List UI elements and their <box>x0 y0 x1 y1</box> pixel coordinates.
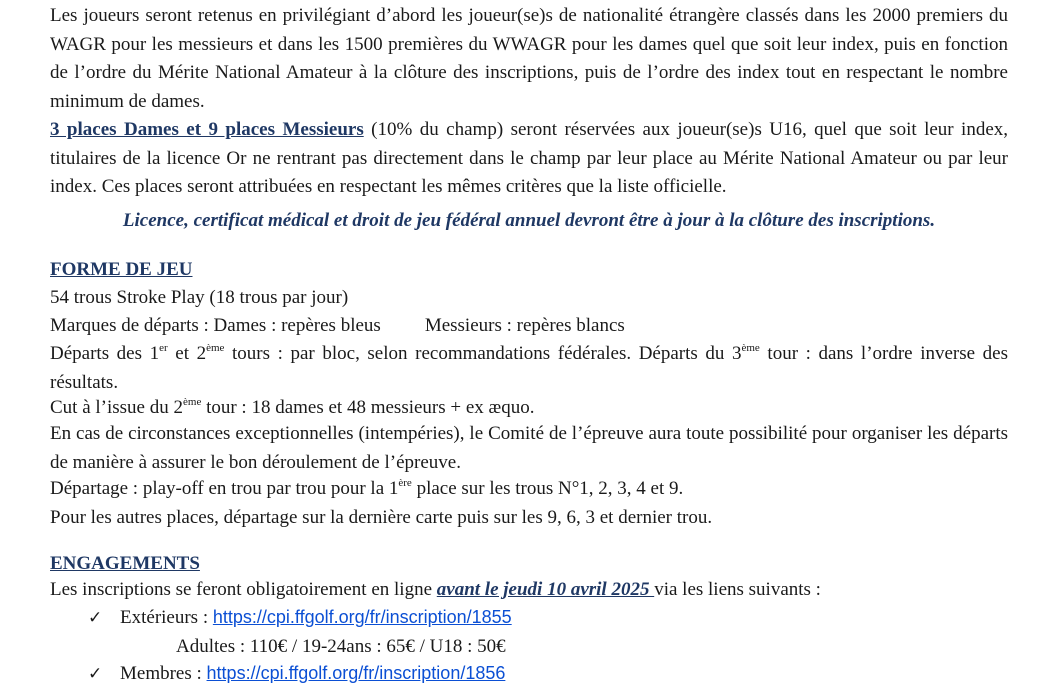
registration-notice: Licence, certificat médical et droit de jeu fédéral annuel devront être à jour à la clôture des inscriptions. <box>122 210 936 231</box>
member-registration-link[interactable]: https://cpi.ffgolf.org/fr/inscription/1856 <box>206 663 506 683</box>
forme-de-jeu-heading: FORME DE JEU <box>50 259 193 280</box>
engagements-heading: ENGAGEMENTS <box>50 553 200 574</box>
sup-eme-2: ème <box>741 342 760 354</box>
member-label: Membres : <box>120 663 207 684</box>
intro-text-a: Les inscriptions se feront obligatoirement en ligne <box>50 579 437 600</box>
cut-text-b: tour : 18 dames et 48 messieurs + ex æquo. <box>201 397 535 418</box>
external-label: Extérieurs : <box>120 607 213 628</box>
cut-text-a: Cut à l’issue du 2 <box>50 397 183 418</box>
selection-paragraph: Les joueurs seront retenus en privilégiant d’abord les joueur(se)s de nationalité étrangère classés dans les 2000 premiers du WAGR pour les messieurs et dans les 1500 premières du WWAGR pour les dames quel que soit leur index, puis en fonction de l’ordre du Mérite National Amateur à la clôture des inscriptions, puis de l’ordre des index tout en respectant le nombre minimum de dames. <box>50 5 1008 112</box>
u16-places-highlight: 3 places Dames et 9 places Messieurs <box>50 119 364 140</box>
checkmark-icon: ✓ <box>88 664 103 683</box>
tee-times-paragraph <box>50 340 1008 397</box>
cut-line <box>50 397 534 419</box>
tee-times-text-c: tours : par bloc, selon recommandations fédérales. Départs du 3 <box>224 343 742 364</box>
sup-ere: ère <box>398 477 412 489</box>
tee-markers-line <box>50 315 625 337</box>
sup-er: er <box>159 342 168 354</box>
format-line: 54 trous Stroke Play (18 trous par jour) <box>50 287 349 308</box>
external-prices: Adultes : 110€ / 19-24ans : 65€ / U18 : 50€ <box>176 636 506 657</box>
tee-markers-dames: Marques de départs : Dames : repères bleus <box>50 315 381 336</box>
checkmark-icon: ✓ <box>88 608 103 627</box>
tiebreak-text-a: Départage : play-off en trou par trou pour la 1 <box>50 478 399 499</box>
external-registration <box>120 607 512 629</box>
external-registration-link[interactable]: https://cpi.ffgolf.org/fr/inscription/1855 <box>212 607 512 627</box>
sup-eme-1: ème <box>206 342 225 354</box>
tiebreak-line <box>50 478 683 500</box>
tee-markers-messieurs: Messieurs : repères blancs <box>424 315 625 336</box>
exceptional-circumstances-paragraph: En cas de circonstances exceptionnelles (intempéries), le Comité de l’épreuve aura toute possibilité pour organiser les départs de manière à assurer le bon déroulement de l’épreuve. <box>50 423 1008 473</box>
tee-times-text-b: et 2 <box>167 343 207 364</box>
member-registration <box>120 663 505 685</box>
tee-times-text-d: tour : dans l’ordre inverse des résultats. <box>50 343 1009 393</box>
deadline-highlight: avant le jeudi 10 avril 2025 <box>436 579 655 600</box>
u16-places-text: (10% du champ) seront réservées aux joueur(se)s U16, quel que soit leur index, titulaires de la licence Or ne rentrant pas directement dans le champ par leur place au Mérite National Amateur ou par leur index. Ces places seront attribuées en respectant les mêmes critères que la liste officielle. <box>50 119 1009 198</box>
u16-places-paragraph <box>50 116 1008 202</box>
engagements-intro <box>50 579 821 601</box>
tee-times-text-a: Départs des 1 <box>50 343 160 364</box>
sup-eme-3: ème <box>183 396 202 408</box>
intro-text-c: via les liens suivants : <box>654 579 821 600</box>
tiebreak-text-b: place sur les trous N°1, 2, 3, 4 et 9. <box>411 478 684 499</box>
other-places-line: Pour les autres places, départage sur la dernière carte puis sur les 9, 6, 3 et dernier trou. <box>50 507 713 528</box>
